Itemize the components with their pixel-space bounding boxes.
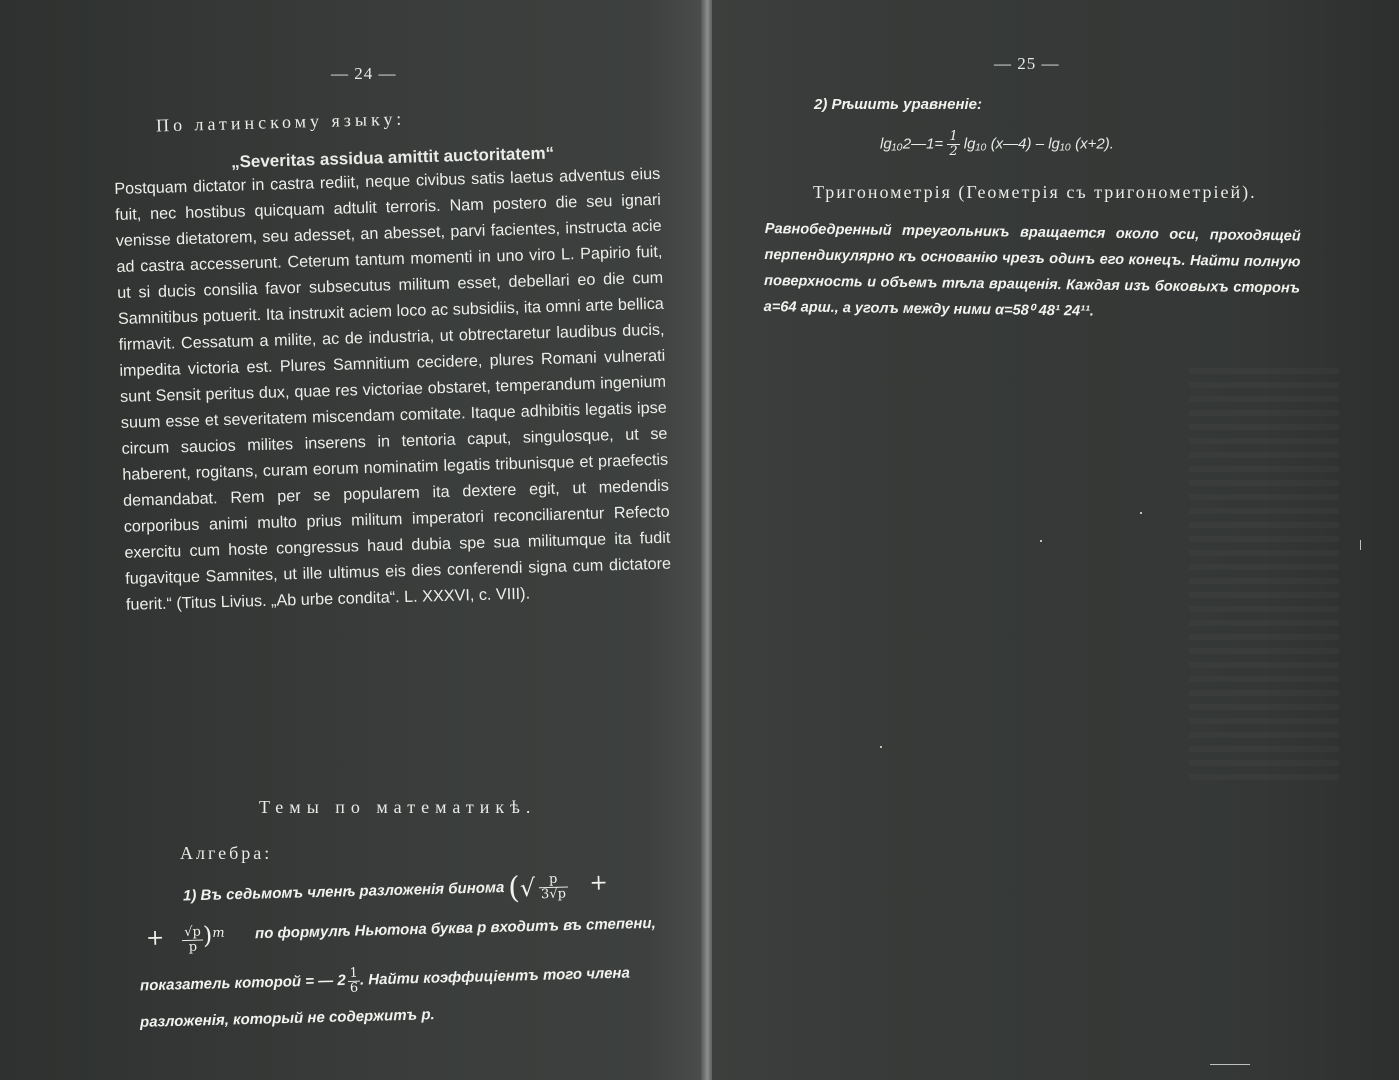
algebra-task-2-label: 2) Рѣшить уравненіе: xyxy=(814,96,983,113)
frac2-denominator: p xyxy=(188,939,198,955)
equation-rhs: lg₁₀ (x—4) – lg₁₀ (x+2). xyxy=(963,135,1114,153)
algebra-task-line-1 xyxy=(183,868,609,914)
equation-lhs: lg₁₀2—1= xyxy=(880,135,944,153)
algebra-task-line-3 xyxy=(140,960,631,1002)
latin-body-text: Postquam dictator in castra rediit, neque civibus satis laetus adventus eius fuit, nec hostibus quicquam adtulit terroris. Nam postero die seu ignari venisse dietatorem, seu adesset, an abesset, parvi facientes, instructa acie ad castra accesserunt. Ceterum tantum momenti in uno viro L. Papirio fuit, ut si ducis consilia favor subsecutus militum esset, debellari eo die cum Samnitibus potuerit. Ita instruxit aciem loco ac subsidiis, ita omni arte bellica firmavit. Cessatum a milite, ac de industria, ut obtrectaretur laudibus ducis, impedita victoria est. Plures Samnitium cecidere, plures Romani vulnerati sunt Sensit peritus dux, quae res victoriae obstaret, temperandum ingenium suum esse et severitatem miscendam comitate. Itaque adhibitis legatis ipse circum saucios milites inserens in tentoria caput, singulosque, ut se haberent, rogitans, curam eorum nominatim legatis tribunisque et praefectis demandabat. Rem per se popularem ita dextere egit, ut medendis corporibus animi multo prius militum imperatori reconciliarentur Refecto exercitu cum hoste congressus haud dubia spe sua militumque ita fudit fugavitque Samnites, ut ille ultimus eis dies conferendi signa cum dictatore fuerit.“ (Titus Livius. „Ab urbe condita“. L. XXXVI, c. VIII). xyxy=(114,164,672,614)
plus-sign-1: + xyxy=(589,870,609,896)
frac2-numerator: √p xyxy=(182,925,203,941)
logarithm-equation xyxy=(880,130,1114,159)
task1-text-3: показатель которой = — 2 xyxy=(139,971,346,995)
frac1-numerator: p xyxy=(539,872,568,888)
binomial-fraction-1 xyxy=(539,872,569,902)
trigonometry-heading: Тригонометрія (Геометрія съ тригонометріей). xyxy=(813,182,1257,202)
binomial-fraction-2 xyxy=(182,925,203,955)
algebra-task-line-2 xyxy=(255,915,656,943)
equation-frac-numerator: 1 xyxy=(949,129,958,144)
algebra-task-line-4 xyxy=(140,1006,435,1032)
bleed-through-shadow xyxy=(1189,360,1339,780)
mixed-denominator: 6 xyxy=(349,980,359,996)
equation-fraction xyxy=(947,130,959,159)
plus-sign-2: + xyxy=(145,925,165,952)
page-number-right: — 25 — xyxy=(994,54,1060,73)
trigonometry-task-text: Равнобедренный треугольникъ вращается около оси, проходящей перпендикулярно къ основанію чрезъ одинъ его конецъ. Найти полную поверхность и объемъ тѣла вращенія. Каждая изъ боковыхъ сторонъ a=64 арш., а уголъ между ними α=58⁰ 48¹ 24¹¹. xyxy=(763,220,1301,320)
latin-title: „Severitas assidua amittit auctoritatem“ xyxy=(230,143,555,172)
close-paren: ) xyxy=(202,921,213,950)
sqrt-sign: √ xyxy=(519,873,536,903)
algebra-task-line-2-prefix xyxy=(146,921,226,956)
mixed-numerator: 1 xyxy=(347,967,360,982)
task1-text-5: разложенія, который не содержитъ p. xyxy=(139,1006,435,1031)
algebra-heading: Алгебра: xyxy=(180,843,273,863)
task1-text-4: . Найти коэффиціентъ того члена xyxy=(359,964,631,989)
math-topics-heading: Темы по математикѣ. xyxy=(259,797,537,817)
mixed-fraction xyxy=(347,967,360,996)
task1-text-1: 1) Въ седьмомъ членѣ разложенія бинома xyxy=(182,879,505,905)
right-page xyxy=(712,0,1399,1080)
task1-text-2: по формулѣ Ньютона буква p входитъ въ степени, xyxy=(254,914,656,943)
open-paren: ( xyxy=(507,870,521,907)
latin-section-heading: По латинскому языку: xyxy=(155,108,406,136)
equation-frac-denominator: 2 xyxy=(949,144,958,159)
exponent-m: m xyxy=(212,925,225,941)
page-number-left: — 24 — xyxy=(331,64,397,83)
frac1-denominator: 3√p xyxy=(540,886,567,903)
